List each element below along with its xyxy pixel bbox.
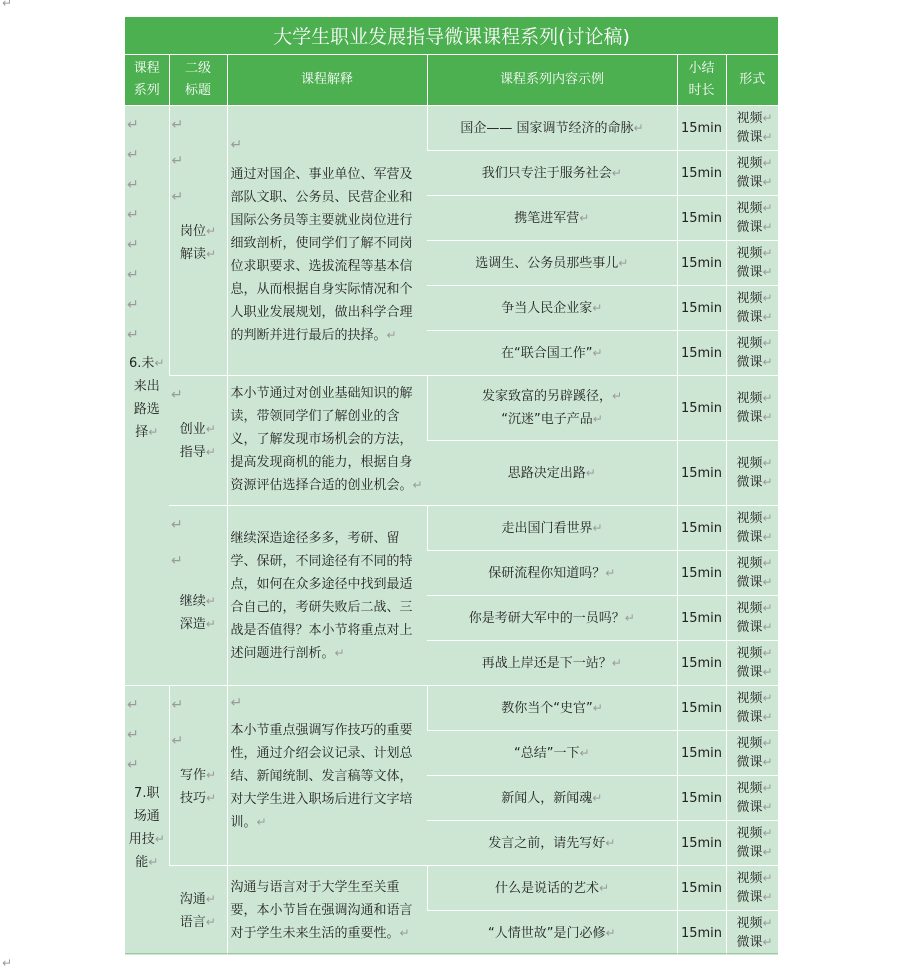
subsection-description: 继续深造途径多多，考研、留学、保研，不同途径有不同的特点，如何在众多途径中找到最适合自己的，考研失败后二战、三战是否值得？本小节将重点对上述问题进行剖析。↵ — [227, 506, 427, 686]
item-duration: 15min — [677, 911, 726, 956]
item-duration: 15min — [677, 241, 726, 286]
header-row — [125, 55, 778, 106]
table-row — [125, 506, 778, 551]
subsection-name: 写作↵ 技巧↵ — [179, 768, 217, 806]
subsection-cell — [169, 506, 227, 686]
item-title: 我们只专注于服务社会↵ — [427, 151, 677, 196]
paragraph-mark-icon: ↵ — [127, 177, 139, 193]
paragraph-mark-icon: ↵ — [127, 147, 139, 163]
item-title: 选调生、公务员那些事儿↵ — [427, 241, 677, 286]
paragraph-mark-icon: ↵ — [127, 207, 139, 223]
item-duration: 15min — [677, 551, 726, 596]
item-format: 视频↵ 微课↵ — [726, 151, 778, 196]
paragraph-mark-icon: ↵ — [127, 117, 139, 133]
subsection-description: ↵ 通过对国企、事业单位、军营及部队文职、公务员、民营企业和国际公务员等主要就业岗位进行细致剖析，使同学们了解不同岗位求职要求、选拔流程等基本信息，从而根据自身实际情况和个人职业发展规划，做出科学合理的判断并进行最后的抉择。↵ — [227, 106, 427, 376]
item-duration: 15min — [677, 106, 726, 151]
item-duration: 15min — [677, 506, 726, 551]
paragraph-mark-icon: ↵ — [171, 553, 183, 569]
item-format: 视频↵ 微课↵ — [726, 686, 778, 731]
item-duration: 15min — [677, 196, 726, 241]
series-cell — [125, 686, 169, 956]
paragraph-mark-icon: ↵ — [127, 697, 139, 713]
item-format: 视频↵ 微课↵ — [726, 286, 778, 331]
table-row — [125, 686, 778, 731]
paragraph-mark-icon: ↵ — [171, 697, 184, 713]
subsection-description: 本小节通过对创业基础知识的解读，带领同学们了解创业的含义，了解发现市场机会的方法，提高发现商机的能力，根据自身资源评估选择合适的创业机会。↵ — [227, 376, 427, 506]
series-name: 7.职 场通 用技↵ 能↵ — [128, 786, 165, 870]
item-duration: 15min — [677, 286, 726, 331]
item-title: 新闻人，新闻魂↵ — [427, 776, 677, 821]
series-name: 6.未↵ 来出 路选 择↵ — [129, 356, 165, 440]
subsection-cell — [169, 106, 227, 376]
item-duration: 15min — [677, 151, 726, 196]
item-duration: 15min — [677, 731, 726, 776]
table-row — [125, 106, 778, 151]
paragraph-mark-icon: ↵ — [127, 757, 139, 773]
item-format: 视频↵ 微课↵ — [726, 731, 778, 776]
item-format: 视频↵ 微课↵ — [726, 106, 778, 151]
item-title: 发言之前，请先写好↵ — [427, 821, 677, 866]
item-duration: 15min — [677, 866, 726, 911]
item-format: 视频↵ 微课↵ — [726, 821, 778, 866]
page-title: 大学生职业发展指导微课课程系列(讨论稿) — [125, 17, 778, 55]
series-cell — [125, 106, 169, 686]
item-title: 思路决定出路↵ — [427, 441, 677, 506]
item-title: 携笔进军营↵ — [427, 196, 677, 241]
col-header-series: 课程 系列 — [125, 55, 169, 106]
subsection-cell — [169, 686, 227, 866]
paragraph-mark-icon: ↵ — [171, 733, 184, 749]
col-header-duration: 小结 时长 — [677, 55, 726, 106]
item-title: 国企—— 国家调节经济的命脉↵ — [427, 106, 677, 151]
subsection-cell — [169, 376, 227, 506]
subsection-description: ↵ 本小节重点强调写作技巧的重要性，通过介绍会议记录、计划总结、新闻统制、发言稿等文体，对大学生进入职场后进行文字培训。↵ — [227, 686, 427, 866]
item-format: 视频↵ 微课↵ — [726, 776, 778, 821]
item-title: 争当人民企业家↵ — [427, 286, 677, 331]
col-header-explanation: 课程解释 — [227, 55, 427, 106]
item-title: 你是考研大军中的一员吗？↵ — [427, 596, 677, 641]
subsection-name: 岗位↵ 解读↵ — [179, 224, 217, 262]
table-row — [125, 866, 778, 911]
item-duration: 15min — [677, 641, 726, 686]
subsection-cell — [169, 866, 227, 956]
paragraph-mark-icon: ↵ — [2, 956, 13, 970]
item-duration: 15min — [677, 441, 726, 506]
subsection-name: 继续↵ 深造↵ — [179, 594, 216, 632]
item-format: 视频↵ 微课↵ — [726, 241, 778, 286]
item-title: 在“联合国工作”↵ — [427, 331, 677, 376]
item-title: 再战上岸还是下一站？↵ — [427, 641, 677, 686]
paragraph-mark-icon: ↵ — [2, 0, 13, 10]
col-header-format: 形式 — [726, 55, 778, 106]
item-format: 视频↵ 微课↵ — [726, 196, 778, 241]
subsection-name: 创业↵ 指导↵ — [179, 422, 216, 460]
course-table — [125, 17, 778, 955]
paragraph-mark-icon: ↵ — [127, 327, 139, 343]
item-title: 发家致富的另辟蹊径，↵ “沉迷”电子产品↵ — [427, 376, 677, 441]
item-format: 视频↵ 微课↵ — [726, 551, 778, 596]
table-row — [125, 376, 778, 441]
item-format: 视频↵ 微课↵ — [726, 911, 778, 956]
col-header-subtitle: 二级 标题 — [169, 55, 227, 106]
paragraph-mark-icon: ↵ — [171, 153, 184, 169]
paragraph-mark-icon: ↵ — [127, 297, 139, 313]
paragraph-mark-icon: ↵ — [171, 387, 183, 403]
col-header-examples: 课程系列内容示例 — [427, 55, 677, 106]
item-format: 视频↵ 微课↵ — [726, 506, 778, 551]
paragraph-mark-icon: ↵ — [127, 727, 139, 743]
item-duration: 15min — [677, 331, 726, 376]
item-duration: 15min — [677, 596, 726, 641]
item-title: “人情世故”是门必修↵ — [427, 911, 677, 956]
item-duration: 15min — [677, 776, 726, 821]
item-duration: 15min — [677, 686, 726, 731]
item-format: 视频↵ 微课↵ — [726, 866, 778, 911]
item-duration: 15min — [677, 376, 726, 441]
paragraph-mark-icon: ↵ — [171, 189, 184, 205]
paragraph-mark-icon: ↵ — [127, 237, 139, 253]
item-title: 保研流程你知道吗？↵ — [427, 551, 677, 596]
item-format: 视频↵ 微课↵ — [726, 376, 778, 441]
item-format: 视频↵ 微课↵ — [726, 331, 778, 376]
subsection-description: 沟通与语言对于大学生至关重要，本小节旨在强调沟通和语言对于学生未来生活的重要性。↵ — [227, 866, 427, 956]
item-title: 教你当个“史官”↵ — [427, 686, 677, 731]
item-title: 走出国门看世界↵ — [427, 506, 677, 551]
paragraph-mark-icon: ↵ — [127, 267, 139, 283]
item-format: 视频↵ 微课↵ — [726, 641, 778, 686]
item-title: 什么是说话的艺术↵ — [427, 866, 677, 911]
item-format: 视频↵ 微课↵ — [726, 596, 778, 641]
paragraph-mark-icon: ↵ — [171, 117, 184, 133]
item-title: “总结”一下↵ — [427, 731, 677, 776]
item-duration: 15min — [677, 821, 726, 866]
paragraph-mark-icon: ↵ — [171, 517, 183, 533]
subsection-name: 沟通↵ 语言↵ — [179, 891, 216, 930]
item-format: 视频↵ 微课↵ — [726, 441, 778, 506]
table-bottom-rule — [125, 953, 778, 954]
